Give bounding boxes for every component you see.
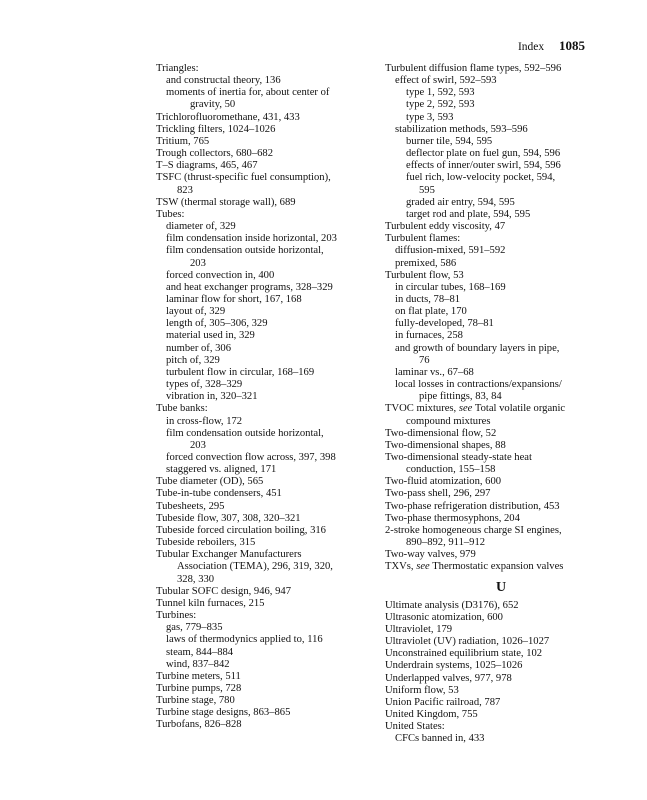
index-entry-text: type 1, 592, 593 xyxy=(406,87,475,99)
index-entry-text: vibration in, 320–321 xyxy=(166,391,258,403)
index-entry xyxy=(385,721,617,733)
index-entry xyxy=(385,330,617,342)
index-entry xyxy=(156,683,366,695)
index-entry-text: 203 xyxy=(190,257,206,269)
index-entry-text: effects of inner/outer swirl, 594, 596 xyxy=(406,160,561,172)
index-entry xyxy=(385,221,617,233)
index-entry-text: forced convection flow across, 397, 398 xyxy=(166,452,336,463)
index-entry xyxy=(385,355,617,367)
index-entry xyxy=(156,306,366,318)
index-entry-text: length of, 305–306, 329 xyxy=(166,318,268,330)
index-entry xyxy=(385,75,617,87)
index-entry-text: Ultraviolet (UV) radiation, 1026–1027 xyxy=(385,636,550,648)
index-entry xyxy=(156,124,366,136)
index-entry xyxy=(156,647,366,659)
index-entry-text: TVOC mixtures, xyxy=(385,403,459,415)
index-entry xyxy=(156,245,366,257)
index-entry-text: CFCs banned in, 433 xyxy=(395,733,485,745)
index-entry-text: TXVs, xyxy=(385,561,417,573)
index-entries-t xyxy=(385,63,617,574)
index-entry-text: Tubeside reboilers, 315 xyxy=(156,537,256,549)
index-entry-text: Total volatile organic xyxy=(472,403,566,415)
index-entry xyxy=(385,525,617,537)
index-entry-text: Two-phase thermosyphons, 204 xyxy=(385,512,520,524)
index-entry xyxy=(385,391,617,403)
index-entry-text: effect of swirl, 592–593 xyxy=(395,75,497,87)
index-entry xyxy=(385,343,617,355)
index-entry-text: graded air entry, 594, 595 xyxy=(406,196,515,208)
index-entry xyxy=(385,245,617,257)
index-entry xyxy=(385,660,617,672)
index-entry xyxy=(385,197,617,209)
index-entry-text: Tritium, 765 xyxy=(156,135,210,147)
index-entry-text: Two-pass shell, 296, 297 xyxy=(385,488,491,500)
index-entry-text: T–S diagrams, 465, 467 xyxy=(156,160,258,172)
index-column-left xyxy=(156,63,366,732)
index-entry-text: Two-dimensional flow, 52 xyxy=(385,427,497,439)
index-entry xyxy=(385,99,617,111)
index-entry xyxy=(156,148,366,160)
index-entry xyxy=(385,709,617,721)
index-entry-text: film condensation outside horizontal, xyxy=(166,427,324,439)
index-entry-text: Tube banks: xyxy=(156,403,208,415)
index-entry-text: Turbulent flames: xyxy=(385,233,461,245)
index-entries-u xyxy=(385,600,617,746)
index-entry-text: and constructal theory, 136 xyxy=(166,75,281,87)
index-entry xyxy=(156,112,366,124)
index-entry-text: pipe fittings, 83, 84 xyxy=(419,391,502,403)
index-entry-text: wind, 837–842 xyxy=(166,658,230,670)
index-entry xyxy=(385,379,617,391)
index-entry xyxy=(385,136,617,148)
index-entry-text: Trichlorofluoromethane, 431, 433 xyxy=(156,111,300,123)
index-entry xyxy=(156,87,366,99)
index-entry xyxy=(385,537,617,549)
index-entry-text: steam, 844–884 xyxy=(166,646,234,658)
index-entry-text: laws of thermodynics applied to, 116 xyxy=(166,634,323,646)
index-entry xyxy=(156,221,366,233)
index-entry xyxy=(156,282,366,294)
index-entry-text: Two-fluid atomization, 600 xyxy=(385,476,502,488)
index-entry-text: Tubes: xyxy=(156,208,185,220)
index-entry-text: Trough collectors, 680–682 xyxy=(156,148,274,160)
index-entry xyxy=(156,513,366,525)
index-entry-text: Tunnel kiln furnaces, 215 xyxy=(156,597,265,609)
index-entry xyxy=(385,124,617,136)
index-entry-text: laminar flow for short, 167, 168 xyxy=(166,293,302,305)
index-entry-text: target rod and plate, 594, 595 xyxy=(406,208,531,220)
index-entry-text: Underdrain systems, 1025–1026 xyxy=(385,660,523,672)
index-entry xyxy=(156,330,366,342)
index-entry-text: 203 xyxy=(190,439,206,451)
index-entry xyxy=(156,537,366,549)
index-entry xyxy=(156,428,366,440)
index-entry-text: in cross-flow, 172 xyxy=(166,415,243,427)
index-entry xyxy=(156,197,366,209)
index-entry xyxy=(385,160,617,172)
index-entry-text: Trickling filters, 1024–1026 xyxy=(156,123,276,135)
index-entry-text: on flat plate, 170 xyxy=(395,306,467,318)
index-entry-text: Turbulent diffusion flame types, 592–596 xyxy=(385,63,562,74)
index-entry-text: Turbine stage designs, 863–865 xyxy=(156,707,291,719)
index-entry-text: staggered vs. aligned, 171 xyxy=(166,464,277,476)
index-entry-text: Tubular Exchanger Manufacturers xyxy=(156,549,302,561)
index-entry-text: layout of, 329 xyxy=(166,306,226,318)
index-entry-text: and heat exchanger programs, 328–329 xyxy=(166,281,333,293)
index-entry-text: Turbulent eddy viscosity, 47 xyxy=(385,221,506,233)
index-entry xyxy=(156,464,366,476)
index-entry-text: Two-phase refrigeration distribution, 453 xyxy=(385,500,560,512)
index-entry xyxy=(385,636,617,648)
index-entry-text: in circular tubes, 168–169 xyxy=(395,281,506,293)
index-entry-text: Triangles: xyxy=(156,63,199,74)
index-entry-text: TSW (thermal storage wall), 689 xyxy=(156,196,296,208)
index-entry-text: deflector plate on fuel gun, 594, 596 xyxy=(406,148,561,160)
index-entry-text: type 3, 593 xyxy=(406,111,454,123)
index-entry-text: 76 xyxy=(419,354,430,366)
index-entry-text: Ultrasonic atomization, 600 xyxy=(385,611,503,623)
index-entry xyxy=(156,343,366,355)
index-entry-text: 328, 330 xyxy=(177,573,215,585)
index-entry-text: Tubular SOFC design, 946, 947 xyxy=(156,585,291,597)
index-entry xyxy=(156,501,366,513)
index-entry-text: stabilization methods, 593–596 xyxy=(395,123,528,135)
index-entry xyxy=(156,209,366,221)
page-number: 1085 xyxy=(559,38,585,53)
index-entry-text: Tubesheets, 295 xyxy=(156,500,225,512)
index-entry-text: 595 xyxy=(419,184,435,196)
index-entry xyxy=(385,185,617,197)
index-entry xyxy=(156,355,366,367)
index-entry xyxy=(156,671,366,683)
index-entry xyxy=(385,488,617,500)
index-entry xyxy=(385,294,617,306)
index-entry-text: conduction, 155–158 xyxy=(406,464,496,476)
index-entry xyxy=(385,476,617,488)
index-entry-text: in ducts, 78–81 xyxy=(395,293,461,305)
index-entry xyxy=(385,233,617,245)
index-entry xyxy=(156,160,366,172)
index-entry xyxy=(385,733,617,745)
index-entry-text: Turbine pumps, 728 xyxy=(156,682,242,694)
index-entry-text: gas, 779–835 xyxy=(166,622,223,634)
index-entry-text: types of, 328–329 xyxy=(166,379,243,391)
index-entry xyxy=(156,622,366,634)
index-entry xyxy=(385,612,617,624)
index-entry xyxy=(156,476,366,488)
index-entry xyxy=(385,624,617,636)
index-entry xyxy=(156,270,366,282)
index-entry-text: type 2, 592, 593 xyxy=(406,99,475,111)
index-entry xyxy=(156,258,366,270)
index-entry-text: forced convection in, 400 xyxy=(166,269,275,281)
index-entry xyxy=(385,306,617,318)
index-entry xyxy=(385,673,617,685)
index-entry xyxy=(156,610,366,622)
index-entry xyxy=(156,659,366,671)
index-entry xyxy=(156,634,366,646)
index-entry xyxy=(156,598,366,610)
section-title: Index xyxy=(517,41,545,53)
index-entry xyxy=(385,112,617,124)
index-entry xyxy=(385,63,617,75)
index-entry-text: premixed, 586 xyxy=(395,257,457,269)
index-entry-text: Two-way valves, 979 xyxy=(385,549,476,561)
running-header xyxy=(518,38,585,54)
index-entry xyxy=(156,488,366,500)
index-entry xyxy=(156,379,366,391)
index-entry-text: Uniform flow, 53 xyxy=(385,684,459,696)
index-entry xyxy=(385,648,617,660)
index-entry xyxy=(385,501,617,513)
index-entry-text: laminar vs., 67–68 xyxy=(395,366,474,378)
index-entry xyxy=(156,403,366,415)
index-entry-text: Tube-in-tube condensers, 451 xyxy=(156,488,282,500)
index-entry xyxy=(156,391,366,403)
index-entry-text: Thermostatic expansion valves xyxy=(429,561,564,573)
index-entry-text: diameter of, 329 xyxy=(166,221,236,233)
index-entry-text: material used in, 329 xyxy=(166,330,255,342)
index-entry xyxy=(385,87,617,99)
index-entry xyxy=(385,416,617,428)
index-entry xyxy=(156,719,366,731)
index-entry-text: in furnaces, 258 xyxy=(395,330,463,342)
index-entry-text: 2-stroke homogeneous charge SI engines, xyxy=(385,524,562,536)
index-entry-text: Underlapped valves, 977, 978 xyxy=(385,672,512,684)
index-entry xyxy=(385,549,617,561)
index-entry-text: compound mixtures xyxy=(406,415,491,427)
index-entry-text: burner tile, 594, 595 xyxy=(406,135,493,147)
index-entry xyxy=(156,294,366,306)
index-entry-text: and growth of boundary layers in pipe, xyxy=(395,342,560,354)
index-entry-text: United Kingdom, 755 xyxy=(385,708,478,720)
index-entry-text: Turbines: xyxy=(156,610,197,622)
index-entry xyxy=(156,707,366,719)
index-entry-text: 823 xyxy=(177,184,193,196)
index-entry xyxy=(385,148,617,160)
index-entry xyxy=(156,318,366,330)
index-entry-text: Turbine stage, 780 xyxy=(156,695,235,707)
section-letter-heading: U xyxy=(495,579,507,595)
index-entry-text: Tubeside flow, 307, 308, 320–321 xyxy=(156,512,301,524)
index-entry xyxy=(385,428,617,440)
index-entry-text: Two-dimensional steady-state heat xyxy=(385,452,532,463)
index-entry xyxy=(385,318,617,330)
index-entry xyxy=(156,525,366,537)
index-entry xyxy=(156,586,366,598)
index-entry xyxy=(385,403,617,415)
index-entry-text: diffusion-mixed, 591–592 xyxy=(395,245,506,257)
index-entry xyxy=(385,513,617,525)
index-entry-text: moments of inertia for, about center of xyxy=(166,87,330,99)
index-entry xyxy=(385,270,617,282)
index-entry-text: Ultimate analysis (D3176), 652 xyxy=(385,599,519,611)
index-entry-text: film condensation inside horizontal, 203 xyxy=(166,233,337,245)
see-reference: see xyxy=(458,403,473,415)
index-entry-text: Two-dimensional shapes, 88 xyxy=(385,439,506,451)
index-entry-text: number of, 306 xyxy=(166,342,232,354)
index-entry-text: Turbofans, 826–828 xyxy=(156,719,242,731)
index-entry-text: gravity, 50 xyxy=(190,99,236,111)
index-entry xyxy=(156,136,366,148)
index-entry-text: Turbine meters, 511 xyxy=(156,670,241,682)
index-entry xyxy=(156,367,366,379)
index-entry xyxy=(156,172,366,184)
index-entry xyxy=(156,452,366,464)
index-entry xyxy=(156,416,366,428)
index-entry xyxy=(385,282,617,294)
index-entry xyxy=(385,464,617,476)
index-entry xyxy=(385,258,617,270)
index-entry-text: turbulent flow in circular, 168–169 xyxy=(166,366,315,378)
index-entry xyxy=(156,75,366,87)
index-entry-text: pitch of, 329 xyxy=(166,354,220,366)
index-entry-text: Union Pacific railroad, 787 xyxy=(385,696,501,708)
index-entry xyxy=(156,440,366,452)
see-reference: see xyxy=(416,561,430,573)
index-entry-text: fuel rich, low-velocity pocket, 594, xyxy=(406,172,556,184)
index-entry-text: United States: xyxy=(385,721,445,733)
index-entry-text: Unconstrained equilibrium state, 102 xyxy=(385,648,543,660)
index-entry xyxy=(385,600,617,612)
index-entry xyxy=(385,685,617,697)
index-entry xyxy=(156,185,366,197)
index-entry-text: Association (TEMA), 296, 319, 320, xyxy=(177,561,333,573)
index-entry-text: TSFC (thrust-specific fuel consumption), xyxy=(156,172,331,184)
index-entry-text: local losses in contractions/expansions/ xyxy=(395,379,562,391)
index-entry-text: Tube diameter (OD), 565 xyxy=(156,476,264,488)
index-entry-text: 890–892, 911–912 xyxy=(406,537,486,549)
index-entry xyxy=(385,452,617,464)
index-entry xyxy=(385,209,617,221)
index-entry xyxy=(385,440,617,452)
index-entry xyxy=(385,367,617,379)
index-entry xyxy=(385,697,617,709)
index-entry xyxy=(156,695,366,707)
index-entry xyxy=(156,63,366,75)
index-entry-text: fully-developed, 78–81 xyxy=(395,318,494,330)
index-entry-text: Tubeside forced circulation boiling, 316 xyxy=(156,524,326,536)
index-entry-text: Ultraviolet, 179 xyxy=(385,623,453,635)
index-entry xyxy=(156,574,366,586)
index-entry xyxy=(385,172,617,184)
index-entry xyxy=(156,561,366,573)
index-entry xyxy=(156,99,366,111)
index-entry-text: Turbulent flow, 53 xyxy=(385,269,464,281)
index-column-right xyxy=(385,63,617,745)
index-entry xyxy=(385,561,617,573)
index-entry xyxy=(156,233,366,245)
index-entry-text: film condensation outside horizontal, xyxy=(166,245,324,257)
index-entry xyxy=(156,549,366,561)
